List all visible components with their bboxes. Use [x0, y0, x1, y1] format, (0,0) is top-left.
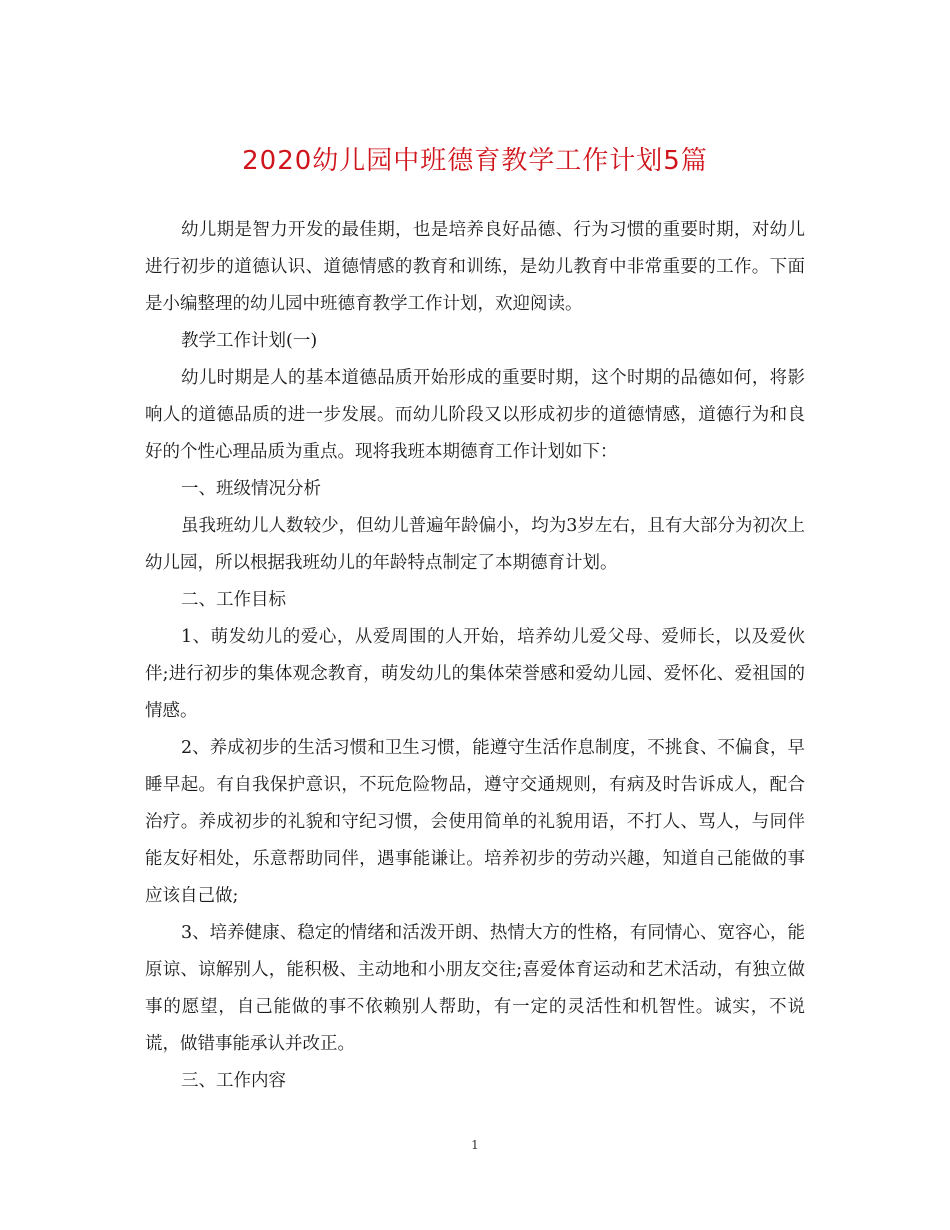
class-analysis-paragraph: 虽我班幼儿人数较少，但幼儿普遍年龄偏小，均为3岁左右，且有大部分为初次上幼儿园，所以根据我班幼儿的年龄特点制定了本期德育计划。 [145, 516, 805, 573]
plan-intro-paragraph: 幼儿时期是人的基本道德品质开始形成的重要时期，这个时期的品德如何，将影响人的道德品质的进一步发展。而幼儿阶段又以形成初步的道德情感，道德行为和良好的个性心理品质为重点。现将我班本期德育工作计划如下： [145, 368, 805, 462]
section-heading-goals: 二、工作目标 [181, 590, 286, 610]
goal-item-1: 1、萌发幼儿的爱心，从爱周围的人开始，培养幼儿爱父母、爱师长，以及爱伙伴;进行初步的集体观念教育，萌发幼儿的集体荣誉感和爱幼儿园、爱怀化、爱祖国的情感。 [145, 627, 805, 721]
goal-item-3: 3、培养健康、稳定的情绪和活泼开朗、热情大方的性格，有同情心、宽容心，能原谅、谅解别人，能积极、主动地和小朋友交往;喜爱体育运动和艺术活动，有独立做事的愿望，自己能做的事不依赖别人帮助，有一定的灵活性和机智性。诚实，不说谎，做错事能承认并改正。 [145, 923, 805, 1054]
page-number: 1 [471, 1138, 479, 1152]
document-title: 2020幼儿园中班德育教学工作计划5篇 [242, 146, 708, 176]
plan-heading-1: 教学工作计划(一) [181, 331, 318, 351]
goal-item-2: 2、养成初步的生活习惯和卫生习惯，能遵守生活作息制度，不挑食、不偏食，早睡早起。有自我保护意识，不玩危险物品，遵守交通规则，有病及时告诉成人，配合治疗。养成初步的礼貌和守纪习惯，会使用简单的礼貌用语，不打人、骂人，与同伴能友好相处，乐意帮助同伴，遇事能谦让。培养初步的劳动兴趣，知道自己能做的事应该自己做; [145, 738, 805, 906]
intro-paragraph: 幼儿期是智力开发的最佳期，也是培养良好品德、行为习惯的重要时期，对幼儿进行初步的道德认识、道德情感的教育和训练，是幼儿教育中非常重要的工作。下面是小编整理的幼儿园中班德育教学工作计划，欢迎阅读。 [145, 220, 805, 314]
section-heading-class-analysis: 一、班级情况分析 [181, 479, 321, 499]
document-body [145, 212, 805, 1100]
section-heading-content: 三、工作内容 [181, 1071, 286, 1091]
